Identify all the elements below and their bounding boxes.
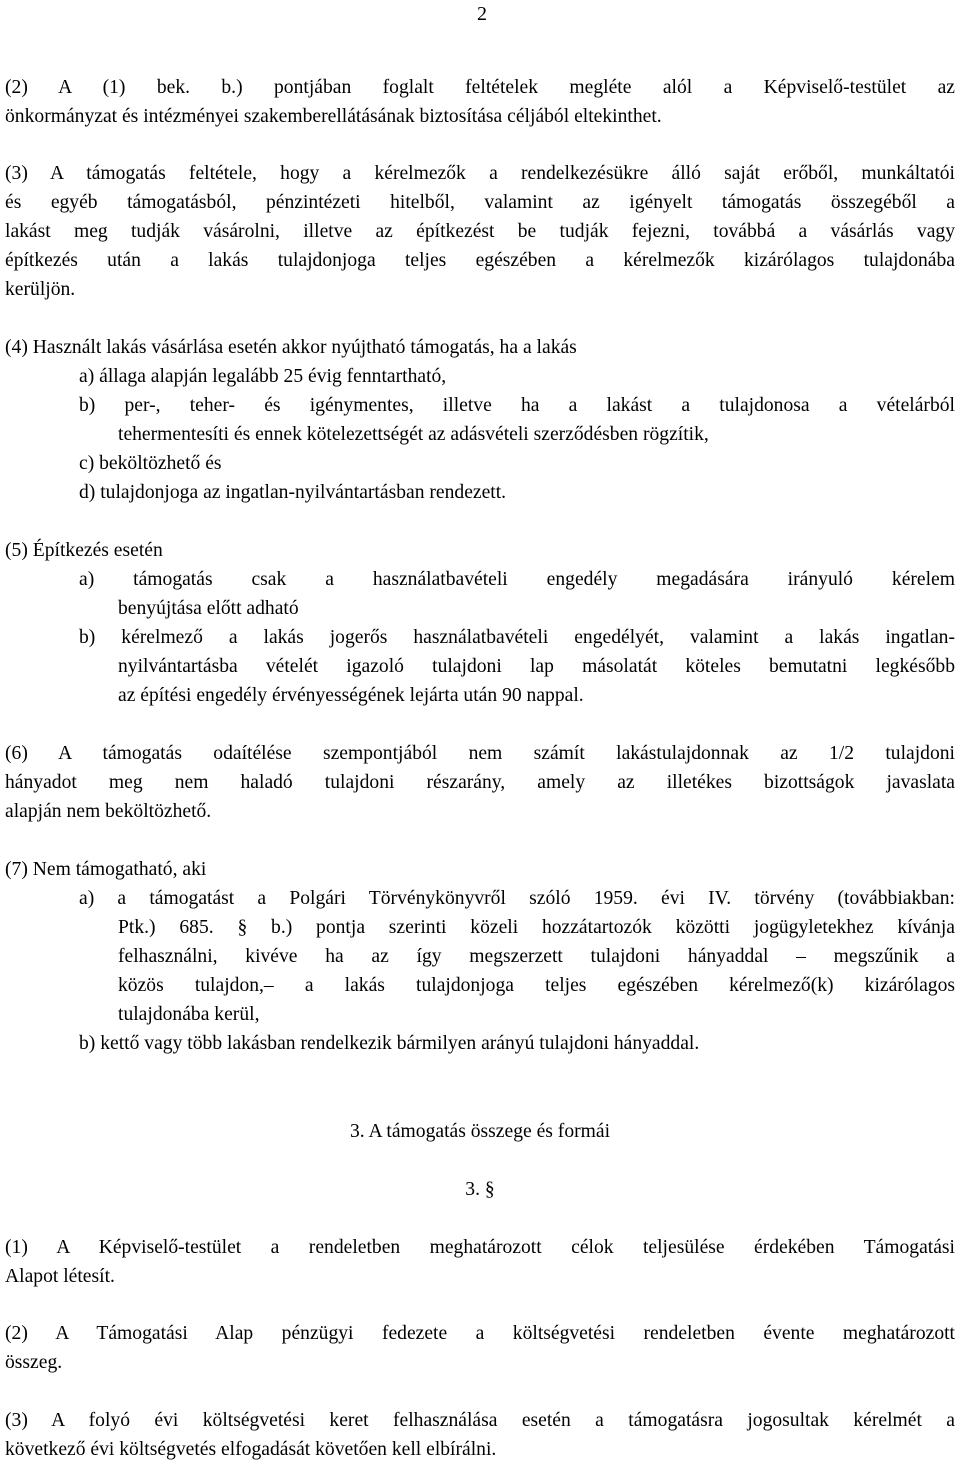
text-line: hányadot meg nem haladó tulajdoni részarány, amely az illetékes bizottságok javaslata [5, 772, 955, 793]
paragraph-7 [5, 855, 955, 1058]
list-item-b-cont: nyilvántartásba vételét igazoló tulajdoni lap másolatát köteles bemutatni legkésőbb [118, 656, 955, 677]
text-line: és egyéb támogatásból, pénzintézeti hitelből, valamint az igényelt támogatás összegéből a [5, 192, 955, 213]
paragraph-3 [5, 159, 955, 304]
text-line: (6) A támogatás odaítélése szempontjából nem számít lakástulajdonnak az 1/2 tulajdoni [5, 743, 955, 764]
list-item-a-cont: közös tulajdon,– a lakás tulajdonjoga teljes egészében kérelmező(k) kizárólagos [118, 975, 955, 996]
list-item-a: a) állaga alapján legalább 25 évig fenntartható, [79, 366, 447, 387]
paragraph-intro: (4) Használt lakás vásárlása esetén akkor nyújtható támogatás, ha a lakás [5, 337, 577, 358]
list-item-a-cont: felhasználni, kivéve ha az így megszerzett tulajdoni hányaddal – megszűnik a [118, 946, 955, 967]
text-line: (3) A támogatás feltétele, hogy a kérelmezők a rendelkezésükre álló saját erőből, munkáltatói [5, 163, 955, 184]
section-paragraph-1 [5, 1233, 955, 1291]
paragraph-intro: (7) Nem támogatható, aki [5, 859, 207, 880]
section-title: 3. A támogatás összege és formái [349, 1121, 611, 1142]
section-paragraph-2 [5, 1319, 955, 1377]
text-line: (2) A Támogatási Alap pénzügyi fedezete a költségvetési rendeletben évente meghatározott [5, 1323, 955, 1344]
paragraph-6 [5, 739, 955, 826]
list-item-b-cont: az építési engedély érvényességének lejárta után 90 nappal. [118, 685, 584, 706]
list-item-b-cont: tehermentesíti és ennek kötelezettségét az adásvételi szerződésben rögzítik, [118, 424, 709, 445]
list-item-b: b) per-, teher- és igénymentes, illetve ha a lakást a tulajdonosa a vételárból [79, 395, 955, 416]
paragraph-4 [5, 333, 955, 507]
text-line: önkormányzat és intézményei szakemberellátásának biztosítása céljából eltekinthet. [5, 106, 662, 127]
text-line: alapján nem beköltözhető. [5, 801, 212, 822]
section-number: 3. § [465, 1179, 495, 1200]
list-item-c: c) beköltözhető és [79, 453, 222, 474]
text-line: (2) A (1) bek. b.) pontjában foglalt feltételek megléte alól a Képviselő-testület az [5, 77, 955, 98]
list-item-a: a) támogatás csak a használatbavételi engedély megadására irányuló kérelem [79, 569, 955, 590]
page-number: 2 [477, 3, 487, 25]
section-paragraph-3 [5, 1406, 955, 1464]
list-item-a-cont: tulajdonába kerül, [118, 1004, 260, 1025]
text-line: Alapot létesít. [5, 1266, 115, 1287]
paragraph-intro: (5) Építkezés esetén [5, 540, 163, 561]
list-item-a-cont: Ptk.) 685. § b.) pontja szerinti közeli hozzátartozók közötti jogügyletekhez kívánja [118, 917, 955, 938]
list-item-d: d) tulajdonjoga az ingatlan-nyilvántartásban rendezett. [79, 482, 507, 503]
paragraph-5 [5, 536, 955, 710]
text-line: kerüljön. [5, 279, 76, 300]
text-line: építkezés után a lakás tulajdonjoga teljes egészében a kérelmezők kizárólagos tulajdonába [5, 250, 955, 271]
text-line: (3) A folyó évi költségvetési keret felhasználása esetén a támogatásra jogosultak kérelmét a [5, 1410, 955, 1431]
list-item-a-cont: benyújtása előtt adható [118, 598, 299, 619]
text-line: következő évi költségvetés elfogadását követően kell elbírálni. [5, 1439, 497, 1460]
list-item-b: b) kettő vagy több lakásban rendelkezik bármilyen arányú tulajdoni hányaddal. [79, 1033, 700, 1054]
text-line: összeg. [5, 1352, 63, 1373]
paragraph-2 [5, 73, 955, 131]
text-line: lakást meg tudják vásárolni, illetve az építkezést be tudják fejezni, továbbá a vásárlás vagy [5, 221, 955, 242]
text-line: (1) A Képviselő-testület a rendeletben meghatározott célok teljesülése érdekében Támogatási [5, 1237, 955, 1258]
list-item-a: a) a támogatást a Polgári Törvénykönyvről szóló 1959. évi IV. törvény (továbbiakban: [79, 888, 955, 909]
list-item-b: b) kérelmező a lakás jogerős használatbavételi engedélyét, valamint a lakás ingatlan- [79, 627, 955, 648]
